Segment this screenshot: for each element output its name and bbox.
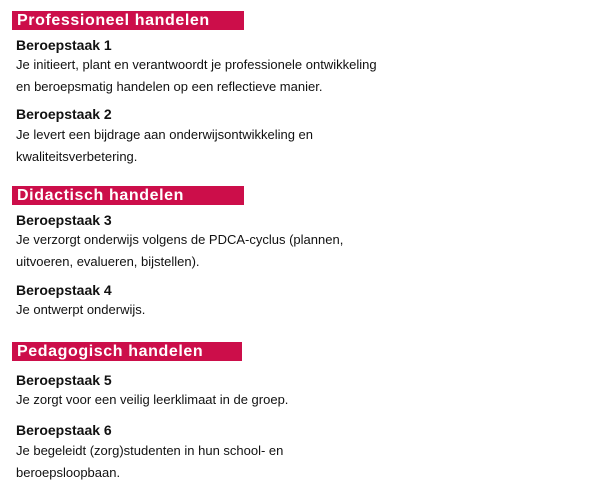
description-line: en beroepsmatig handelen op een reflectieve manier.	[16, 79, 323, 94]
section-header-didactisch-handelen: Didactisch handelen	[12, 186, 244, 205]
section-header-pedagogisch-handelen: Pedagogisch handelen	[12, 342, 242, 361]
task-title-beroepstaak-5: Beroepstaak 5	[16, 372, 112, 388]
description-line: uitvoeren, evalueren, bijstellen).	[16, 254, 200, 269]
task-description-beroepstaak-6	[16, 440, 283, 484]
section-header-professioneel-handelen: Professioneel handelen	[12, 11, 244, 30]
task-description-beroepstaak-2	[16, 124, 313, 168]
task-title-beroepstaak-3: Beroepstaak 3	[16, 212, 112, 228]
description-line: kwaliteitsverbetering.	[16, 149, 138, 164]
description-line: Je levert een bijdrage aan onderwijsontwikkeling en	[16, 127, 314, 142]
task-title-beroepstaak-1: Beroepstaak 1	[16, 37, 112, 53]
description-line: Je verzorgt onderwijs volgens de PDCA-cyclus (plannen,	[16, 232, 344, 247]
description-line: Je ontwerpt onderwijs.	[16, 302, 146, 317]
task-title-beroepstaak-6: Beroepstaak 6	[16, 422, 112, 438]
task-description-beroepstaak-1	[16, 54, 377, 98]
task-title-beroepstaak-4: Beroepstaak 4	[16, 282, 112, 298]
description-line: Je initieert, plant en verantwoordt je professionele ontwikkeling	[16, 57, 377, 72]
task-description-beroepstaak-4	[16, 299, 145, 321]
task-description-beroepstaak-3	[16, 229, 343, 273]
description-line: Je zorgt voor een veilig leerklimaat in de groep.	[16, 392, 289, 407]
task-description-beroepstaak-5	[16, 389, 288, 411]
description-line: beroepsloopbaan.	[16, 465, 121, 480]
task-title-beroepstaak-2: Beroepstaak 2	[16, 106, 112, 122]
description-line: Je begeleidt (zorg)studenten in hun school- en	[16, 443, 284, 458]
